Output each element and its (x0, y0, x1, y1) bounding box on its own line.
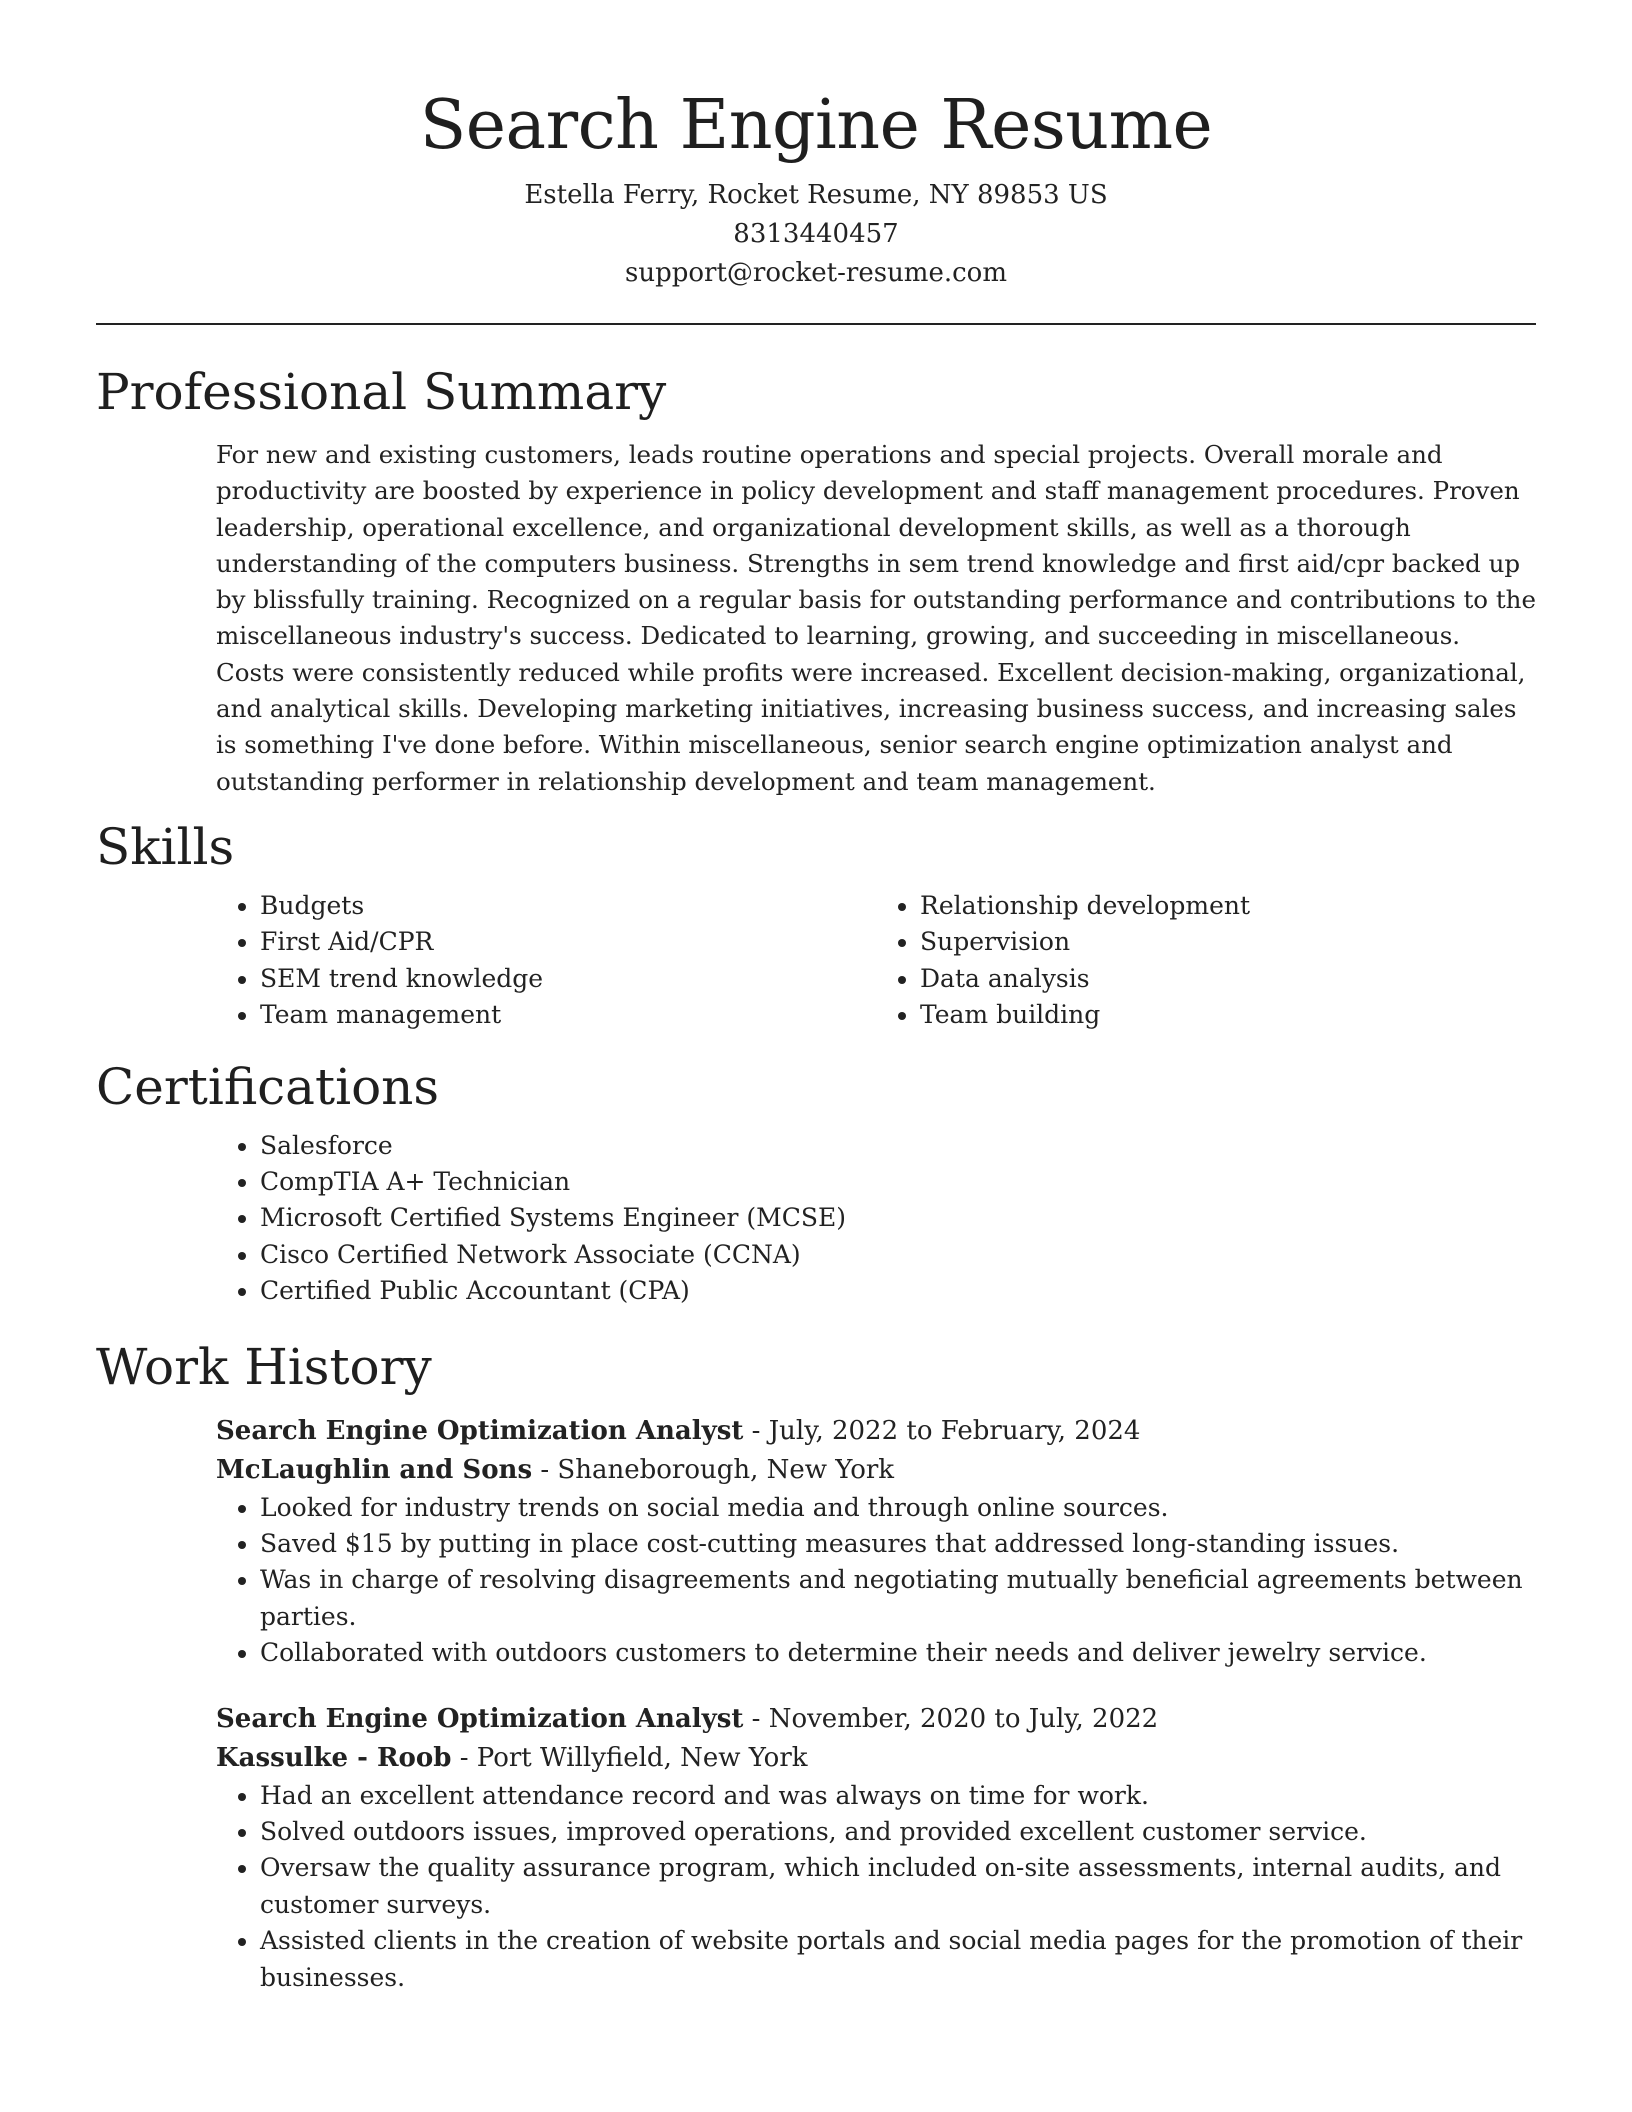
job-company: Kassulke - Roob (216, 1742, 452, 1773)
header-divider (96, 323, 1536, 325)
work-history-heading: Work History (96, 1337, 432, 1396)
job-bullets (216, 1490, 1536, 1672)
job-bullet: • Had an excellent attendance record and was always on time for work. (260, 1778, 1536, 1814)
certifications-section (216, 1128, 1536, 1310)
skill-item: • Team management (260, 997, 876, 1033)
job-company-line: Kassulke - Roob - Port Willyfield, New York (216, 1742, 808, 1773)
job-bullet: • Looked for industry trends on social media and through online sources. (260, 1490, 1536, 1526)
job-location: Port Willyfield, New York (476, 1742, 808, 1773)
contact-block (96, 176, 1536, 293)
job-dates: July, 2022 to February, 2024 (768, 1415, 1141, 1446)
skills-list-left (216, 888, 876, 1034)
skill-item: • Team building (920, 997, 1536, 1033)
job-entry (216, 1412, 1536, 1672)
resume-title: Search Engine Resume (419, 86, 1213, 165)
resume-page (96, 78, 1536, 1996)
certification-item: • Microsoft Certified Systems Engineer (MCSE) (260, 1200, 1536, 1236)
skills-list-right (876, 888, 1536, 1034)
job-title-line: Search Engine Optimization Analyst - November, 2020 to July, 2022 (216, 1703, 1159, 1734)
contact-email: support@rocket-resume.com (624, 258, 1007, 288)
contact-phone: 8313440457 (733, 219, 899, 249)
job-title-line: Search Engine Optimization Analyst - July, 2022 to February, 2024 (216, 1415, 1141, 1446)
contact-address: Estella Ferry, Rocket Resume, NY 89853 US (524, 180, 1108, 210)
job-location: Shaneborough, New York (557, 1454, 895, 1485)
certification-item: • Salesforce (260, 1128, 1536, 1164)
skill-item: • SEM trend knowledge (260, 961, 876, 997)
skills-heading: Skills (96, 817, 235, 876)
certification-item: • Certified Public Accountant (CPA) (260, 1273, 1536, 1309)
job-company: McLaughlin and Sons (216, 1454, 533, 1485)
job-bullet: • Solved outdoors issues, improved operations, and provided excellent customer service. (260, 1814, 1536, 1850)
job-title: Search Engine Optimization Analyst (216, 1703, 744, 1734)
job-bullet: • Oversaw the quality assurance program, which included on-site assessments, internal audits, and customer surveys. (260, 1850, 1536, 1923)
skills-section (216, 888, 1536, 1034)
job-dates: November, 2020 to July, 2022 (768, 1703, 1159, 1734)
certifications-heading: Certifications (96, 1057, 440, 1116)
skill-item: • First Aid/CPR (260, 924, 876, 960)
job-bullet: • Was in charge of resolving disagreements and negotiating mutually beneficial agreements between parties. (260, 1562, 1536, 1635)
job-bullet: • Saved $15 by putting in place cost-cutting measures that addressed long-standing issues. (260, 1526, 1536, 1562)
job-bullets (216, 1778, 1536, 1996)
job-bullet: • Collaborated with outdoors customers to determine their needs and deliver jewelry service. (260, 1635, 1536, 1671)
job-entry (216, 1700, 1536, 1996)
skill-item: • Relationship development (920, 888, 1536, 924)
job-bullet: • Assisted clients in the creation of website portals and social media pages for the promotion of their businesses. (260, 1923, 1536, 1996)
certification-item: • CompTIA A+ Technician (260, 1164, 1536, 1200)
summary-text: For new and existing customers, leads routine operations and special projects. Overall morale and productivity are boosted by experience in policy development and staff management procedures. Proven leadership, operational excellence, and organizational development skills, as well as a thorough understanding of the computers business. Strengths in sem trend knowledge and first aid/cpr backed up by blissfully training. Recognized on a regular basis for outstanding performance and contributions to the miscellaneous industry's success. Dedicated to learning, growing, and succeeding in miscellaneous. Costs were consistently reduced while profits were increased. Excellent decision-making, organizational, and analytical skills. Developing marketing initiatives, increasing business success, and increasing sales is something I've done before. Within miscellaneous, senior search engine optimization analyst and outstanding performer in relationship development and team management. (216, 440, 1536, 796)
certification-item: • Cisco Certified Network Associate (CCNA) (260, 1237, 1536, 1273)
job-title: Search Engine Optimization Analyst (216, 1415, 744, 1446)
summary-heading: Professional Summary (96, 363, 667, 421)
skill-item: • Budgets (260, 888, 876, 924)
certifications-list (216, 1128, 1536, 1310)
job-company-line: McLaughlin and Sons - Shaneborough, New York (216, 1454, 895, 1485)
skill-item: • Data analysis (920, 961, 1536, 997)
summary-section (216, 437, 1536, 800)
skill-item: • Supervision (920, 924, 1536, 960)
